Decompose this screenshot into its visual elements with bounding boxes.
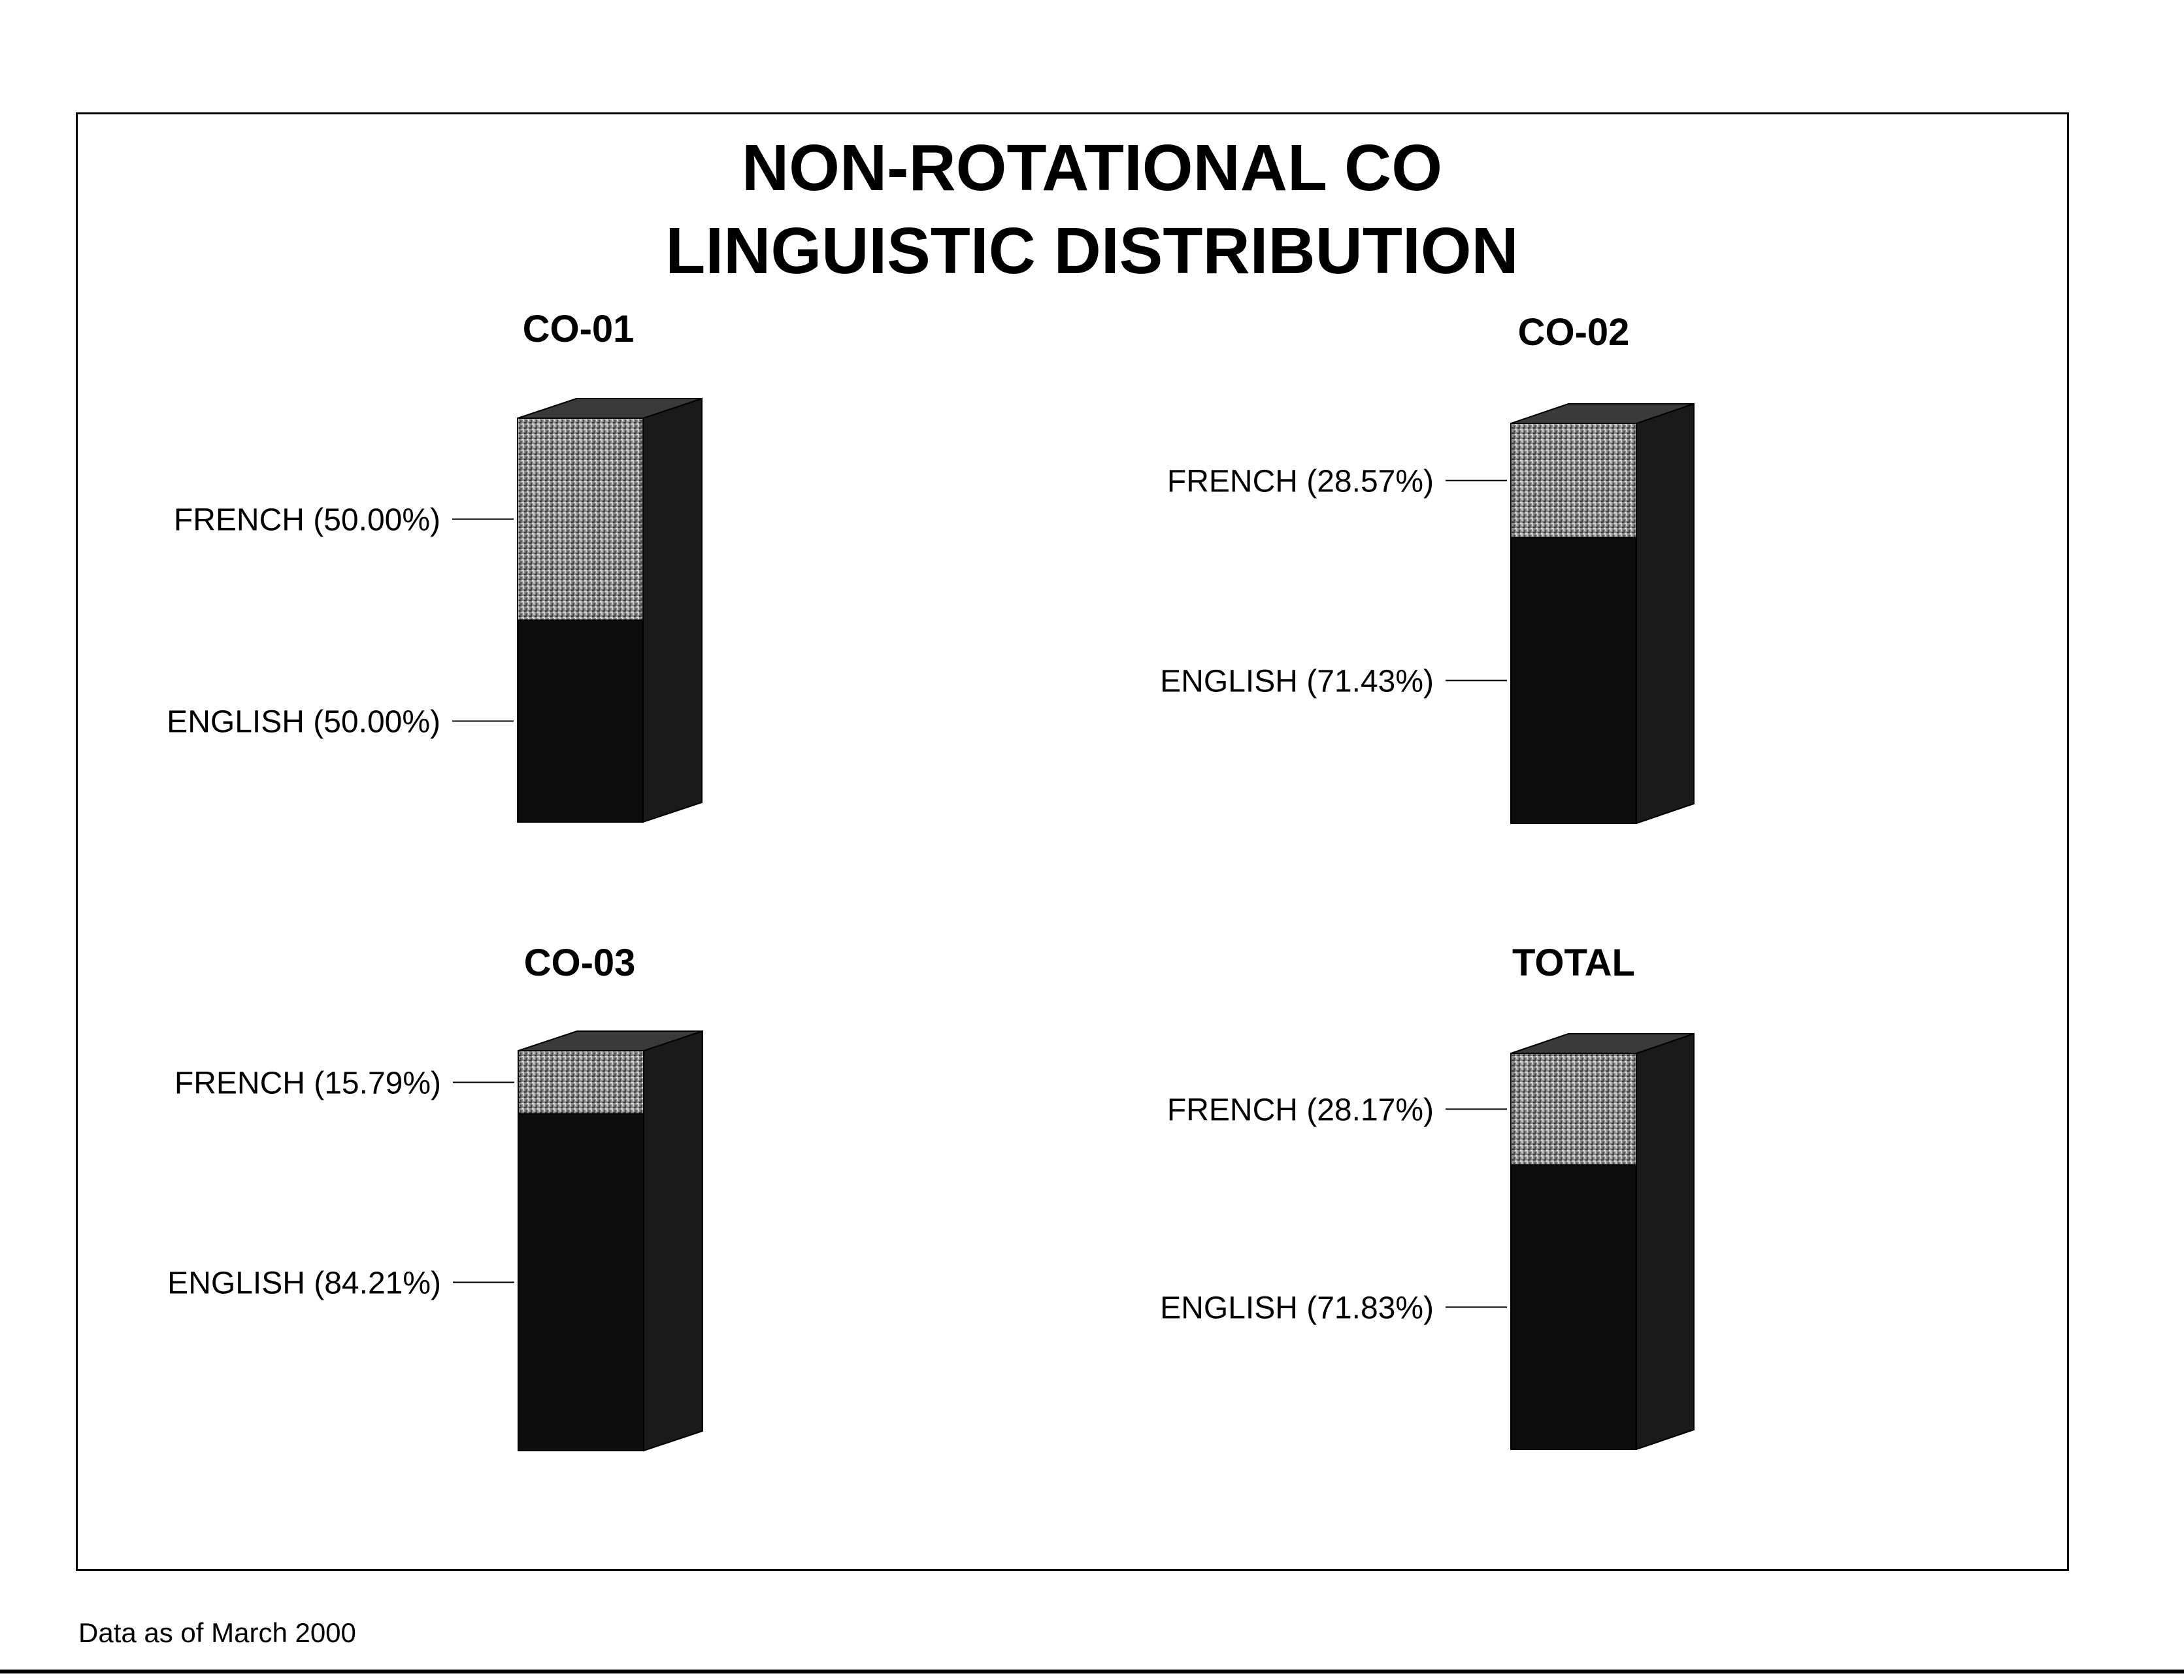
bar-label-french-1: FRENCH (28.57%) — [1166, 464, 1434, 499]
bar-side-face-1 — [1636, 404, 1694, 823]
bar-label-english-2: ENGLISH (84.21%) — [167, 1266, 441, 1301]
bar-group-1 — [1160, 404, 1694, 823]
panel-title-co-03: CO-03 — [523, 942, 636, 984]
bar-segment-english-1 — [1511, 538, 1636, 823]
bar-group-0 — [167, 399, 702, 822]
bar-segment-english-3 — [1511, 1165, 1636, 1449]
footer-note: Data as of March 2000 — [78, 1617, 356, 1648]
bar-segment-english-0 — [518, 620, 643, 822]
bar-segment-french-0 — [518, 418, 643, 620]
bar-segment-french-3 — [1511, 1053, 1636, 1165]
bar-label-english-3: ENGLISH (71.83%) — [1160, 1291, 1434, 1326]
bar-label-english-0: ENGLISH (50.00%) — [167, 704, 440, 740]
bar-side-face-2 — [644, 1031, 703, 1451]
panel-title-co-02: CO-02 — [1517, 311, 1630, 354]
bar-label-english-1: ENGLISH (71.43%) — [1160, 664, 1434, 699]
panel-title-total: TOTAL — [1512, 942, 1635, 984]
bar-segment-french-2 — [518, 1051, 644, 1114]
bar-group-3 — [1160, 1034, 1694, 1449]
chart-title-line2: LINGUISTIC DISTRIBUTION — [665, 214, 1519, 288]
bottom-rule — [0, 1670, 2184, 1673]
bar-label-french-0: FRENCH (50.00%) — [173, 502, 440, 538]
bar-segment-english-2 — [518, 1114, 644, 1451]
bar-label-french-3: FRENCH (28.17%) — [1166, 1093, 1434, 1128]
bar-side-face-3 — [1636, 1034, 1694, 1449]
bar-group-2 — [167, 1031, 703, 1451]
panel-title-co-01: CO-01 — [522, 308, 635, 350]
bar-side-face-0 — [643, 399, 702, 822]
bar-label-french-2: FRENCH (15.79%) — [174, 1066, 441, 1101]
bar-segment-french-1 — [1511, 423, 1636, 538]
chart-title-line1: NON-ROTATIONAL CO — [741, 131, 1443, 205]
